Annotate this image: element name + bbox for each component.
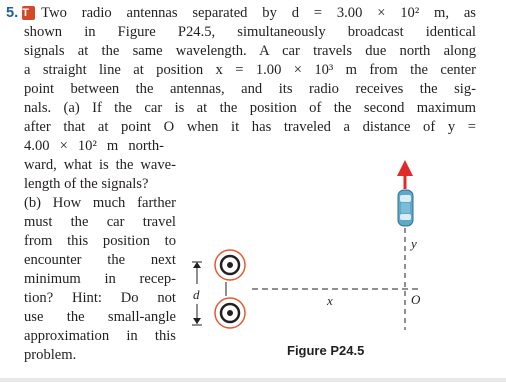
antenna-top: [215, 250, 245, 280]
label-y: y: [411, 236, 417, 251]
problem-line-6: nals. (a) If the car is at the position of the second maximum: [24, 100, 476, 116]
problem-line-4: a straight line at position x = 1.00 × 10³ m from the center: [24, 62, 476, 78]
tutorial-badge: T: [22, 6, 35, 20]
problem-line-7: after that at point O when it has traveled a distance of y =: [24, 119, 476, 135]
problem-line-10: length of the signals?: [24, 176, 149, 192]
divider: [0, 378, 506, 382]
label-x: x: [327, 293, 333, 308]
problem-line-11: (b) How much farther: [24, 195, 176, 211]
problem-line-16: tion? Hint: Do not: [24, 290, 176, 306]
problem-line-17: use the small-angle: [24, 309, 176, 325]
problem-line-18: approximation in this: [24, 328, 176, 344]
problem-line-9: ward, what is the wave-: [24, 157, 176, 173]
antenna-bottom: [215, 298, 245, 328]
problem-line-1: [6, 4, 476, 22]
direction-arrow-icon: [397, 160, 413, 176]
problem-line-15: minimum in recep-: [24, 271, 176, 287]
problem-text-1: Two radio antennas separated by d = 3.00 × 10² m, as: [41, 5, 476, 21]
label-d: d: [193, 287, 200, 302]
problem-line-13: from this position to: [24, 233, 176, 249]
figure-caption: Figure P24.5: [287, 343, 365, 358]
car-icon: [398, 190, 413, 226]
problem-line-19: problem.: [24, 347, 77, 363]
problem-line-12: must the car travel: [24, 214, 176, 230]
problem-line-3: signals at the same wavelength. A car travels due north along: [24, 43, 476, 59]
problem-number: 5.: [6, 5, 19, 21]
label-O: O: [411, 292, 421, 307]
problem-line-8: 4.00 × 10² m north-: [24, 138, 164, 154]
problem-line-14: encounter the next: [24, 252, 176, 268]
problem-line-2: shown in Figure P24.5, simultaneously broadcast identical: [24, 24, 476, 40]
problem-line-5: point between the antennas, and its radio receives the sig-: [24, 81, 476, 97]
